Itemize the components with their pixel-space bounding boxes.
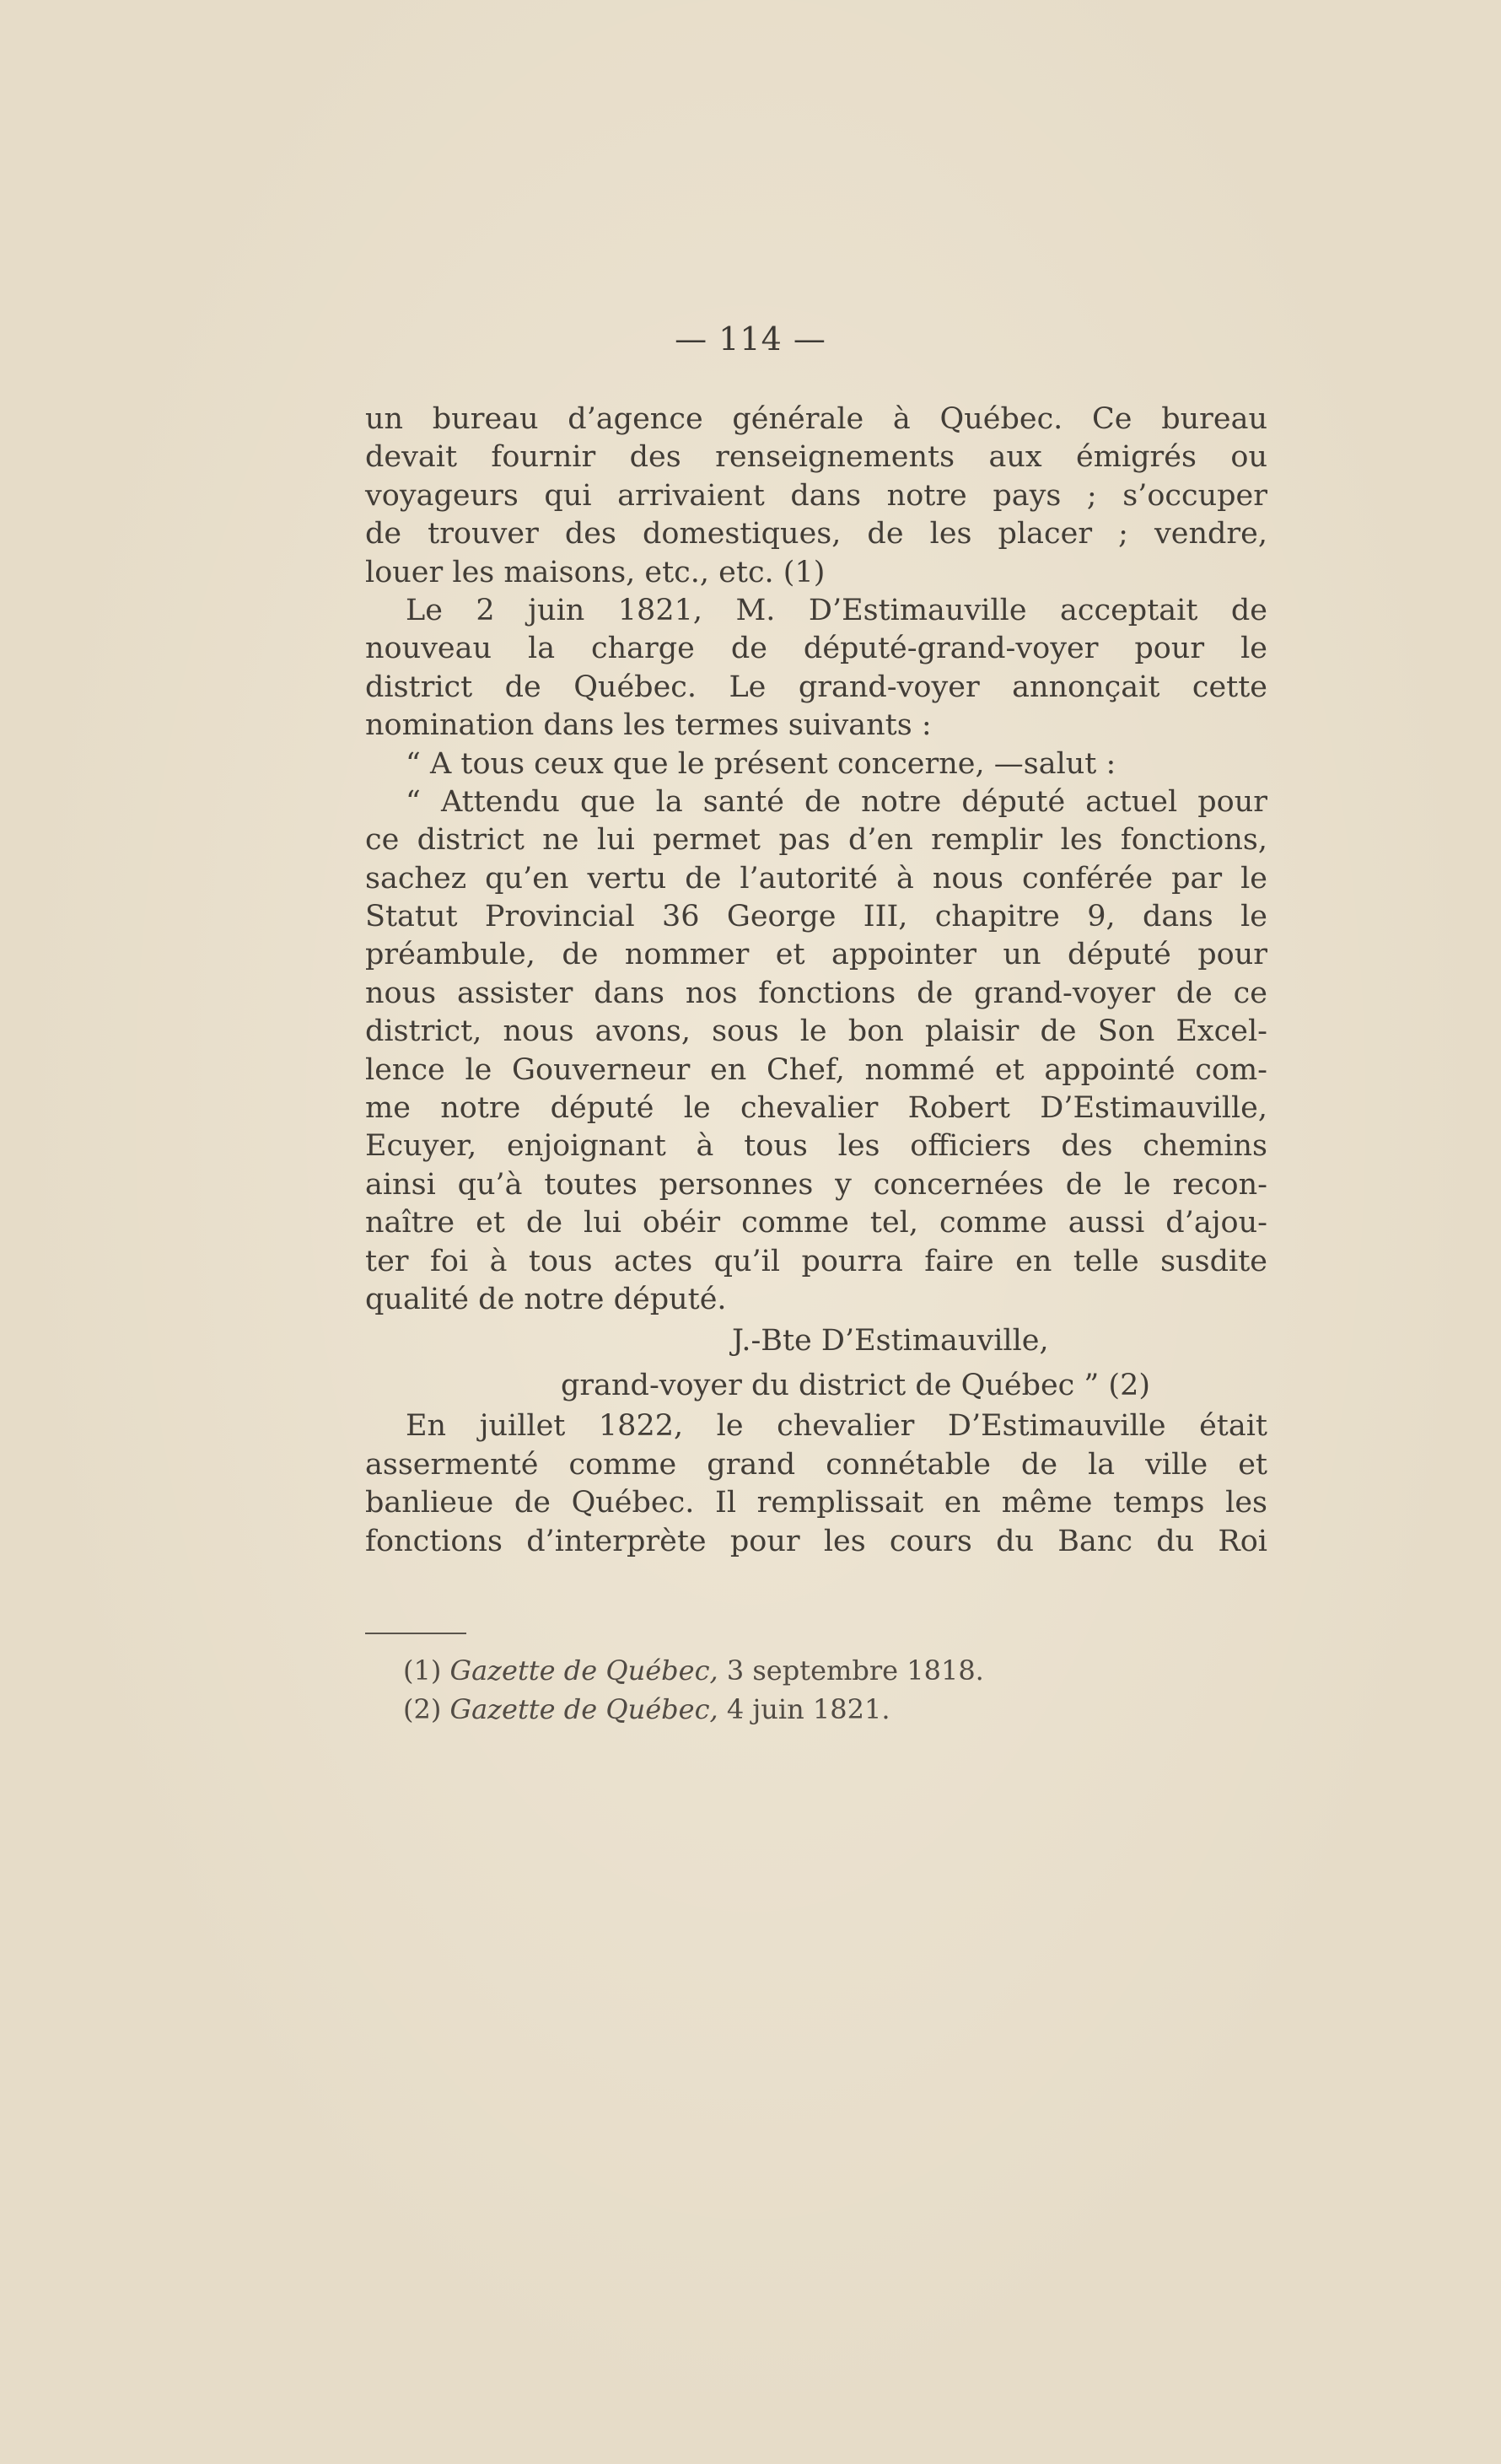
text-line: fonctions d’interprète pour les cours du Banc du Roi bbox=[365, 1524, 1267, 1558]
footnote bbox=[403, 1651, 984, 1690]
footnote-marker: (1) bbox=[403, 1654, 442, 1687]
footnote-date: 4 juin 1821. bbox=[726, 1693, 890, 1725]
body-text bbox=[365, 401, 1267, 1561]
text-line: ainsi qu’à toutes personnes y concernées de le recon- bbox=[365, 1167, 1267, 1202]
footnotes bbox=[403, 1651, 984, 1729]
text-line: Statut Provincial 36 George III, chapitre 9, dans le bbox=[365, 900, 1267, 934]
text-line: “ Attendu que la santé de notre député actuel pour bbox=[406, 784, 1267, 819]
text-line: nouveau la charge de député-grand-voyer pour le bbox=[365, 632, 1267, 666]
text-line: En juillet 1822, le chevalier D’Estimauville était bbox=[406, 1409, 1267, 1444]
signature-title: grand-voyer du district de Québec ” (2) bbox=[561, 1369, 1151, 1403]
text-line: lence le Gouverneur en Chef, nommé et appointé com- bbox=[365, 1052, 1267, 1087]
text-line: préambule, de nommer et appointer un député pour bbox=[365, 938, 1267, 972]
text-line: un bureau d’agence générale à Québec. Ce bureau bbox=[365, 402, 1267, 436]
footnote-rule bbox=[365, 1633, 466, 1634]
text-line: “ A tous ceux que le présent concerne, —salut : bbox=[406, 746, 1116, 781]
footnote-date: 3 septembre 1818. bbox=[726, 1654, 984, 1687]
text-line: de trouver des domestiques, de les placer ; vendre, bbox=[365, 517, 1267, 551]
footnote-source: Gazette de Québec, bbox=[449, 1693, 718, 1725]
text-line: qualité de notre député. bbox=[365, 1282, 727, 1316]
text-line: nous assister dans nos fonctions de grand-voyer de ce bbox=[365, 976, 1267, 1010]
text-line: naître et de lui obéir comme tel, comme aussi d’ajou- bbox=[365, 1206, 1267, 1240]
footnote-source: Gazette de Québec, bbox=[449, 1654, 718, 1687]
text-line: me notre député le chevalier Robert D’Estimauville, bbox=[365, 1091, 1267, 1126]
page-number: — 114 — bbox=[675, 320, 826, 358]
text-line: voyageurs qui arrivaient dans notre pays ; s’occuper bbox=[365, 478, 1267, 513]
text-line: ce district ne lui permet pas d’en remplir les fonctions, bbox=[365, 823, 1267, 858]
text-line: ter foi à tous actes qu’il pourra faire en telle susdite bbox=[365, 1244, 1267, 1278]
text-line: louer les maisons, etc., etc. (1) bbox=[365, 555, 826, 589]
text-line: Ecuyer, enjoignant à tous les officiers des chemins bbox=[365, 1129, 1267, 1164]
text-line: district, nous avons, sous le bon plaisir de Son Excel- bbox=[365, 1014, 1267, 1049]
text-line: devait fournir des renseignements aux émigrés ou bbox=[365, 440, 1267, 475]
text-line: Le 2 juin 1821, M. D’Estimauville acceptait de bbox=[406, 593, 1267, 627]
footnote bbox=[403, 1690, 984, 1729]
text-line: assermenté comme grand connétable de la ville et bbox=[365, 1447, 1267, 1482]
signature-name: J.-Bte D’Estimauville, bbox=[732, 1324, 1049, 1358]
text-line: nomination dans les termes suivants : bbox=[365, 708, 932, 743]
text-line: sachez qu’en vertu de l’autorité à nous conférée par le bbox=[365, 861, 1267, 896]
footnote-marker: (2) bbox=[403, 1693, 442, 1725]
text-line: district de Québec. Le grand-voyer annonçait cette bbox=[365, 670, 1267, 704]
text-line: banlieue de Québec. Il remplissait en même temps les bbox=[365, 1486, 1267, 1520]
